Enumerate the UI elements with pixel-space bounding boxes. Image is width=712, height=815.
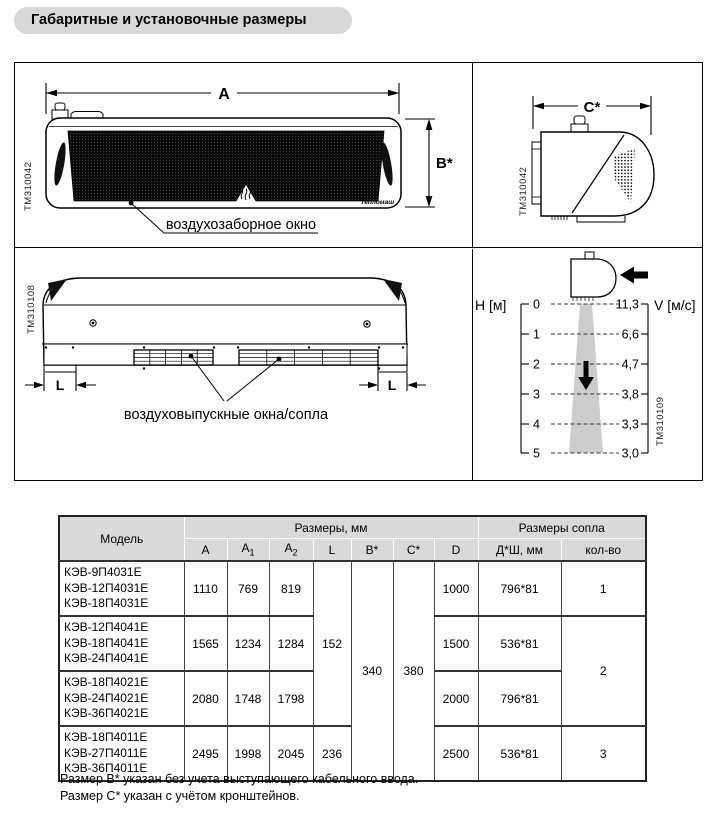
side-view-quadrant [473,63,702,248]
cell-d: 1000 [434,561,478,616]
cell-a2: 1798 [269,671,313,726]
cell-qty-merged: 2 [561,616,646,726]
col-header-a1: $A_1$ [227,539,269,562]
col-header-b: B* [351,539,393,562]
drawings-panel [14,62,703,481]
front-drawing-id: TM310042 [23,161,34,211]
velocity-tick-labels [616,298,639,461]
cell-a1: 1234 [227,616,269,671]
cell-c-merged: 380 [393,561,434,781]
cell-l-merged: 152 [313,561,351,726]
cell-a1: 1748 [227,671,269,726]
cell-a: 2495 [184,726,227,781]
dim-a-arrow-right [388,90,399,97]
footnote-c: Размер C* указан с учётом кронштейнов. [60,788,300,803]
svg-text:4,7: 4,7 [621,357,639,372]
bottom-view-quadrant [15,249,473,480]
cell-a1: 769 [227,561,269,616]
cell-a2: 1284 [269,616,313,671]
table-row [59,561,646,616]
airflow-quadrant [473,249,702,480]
col-group-nozzle: Размеры сопла [478,516,646,539]
svg-text:2: 2 [533,357,540,372]
col-group-dimensions: Размеры, мм [184,516,478,539]
model-cell: КЭВ-12П4041Е КЭВ-18П4041Е КЭВ-24П4041Е [59,616,184,671]
cell-a: 1565 [184,616,227,671]
col-header-a: A [184,539,227,562]
cell-b-merged: 340 [351,561,393,781]
dimensions-table [58,515,647,782]
col-header-model: Модель [59,516,184,561]
page-title: Габаритные и установочные размеры [14,7,352,34]
cell-nozzle: 536*81 [478,616,561,671]
svg-text:5: 5 [533,446,540,461]
cell-a: 2080 [184,671,227,726]
col-header-a2: $A_2$ [269,539,313,562]
svg-text:11,3: 11,3 [615,297,639,312]
dim-a-arrow-left [46,90,57,97]
dim-c-label: C* [583,99,601,116]
side-view-drawing [473,63,702,247]
cell-qty: 3 [561,726,646,781]
dim-l-left-label: L [55,377,65,393]
svg-text:0: 0 [533,297,540,312]
airflow-device-icon [571,252,616,301]
intake-callout-label: воздухозаборное окно [165,217,317,233]
inlet-arrow-icon [620,267,648,284]
cell-d: 2500 [434,726,478,781]
svg-text:3,3: 3,3 [621,417,639,432]
bottom-drawing-id: TM310108 [26,284,37,334]
footnotes [60,771,418,804]
cell-l: 236 [313,726,351,781]
cell-d: 2000 [434,671,478,726]
bottom-view-drawing [15,249,472,481]
front-grille [68,131,384,201]
col-header-l: L [313,539,351,562]
cell-a: 1110 [184,561,227,616]
cell-a1: 1998 [227,726,269,781]
front-view-quadrant [15,63,473,248]
outlet-callout-label: воздуховыпускные окна/сопла [123,407,329,423]
svg-text:6,6: 6,6 [621,327,639,342]
airflow-diagram [473,249,702,481]
side-drawing-id: TM310042 [518,166,529,216]
col-header-qty: кол-во [561,539,646,562]
dim-b-label: B* [436,155,453,172]
front-view-drawing [15,63,472,247]
model-cell: КЭВ-9П4031Е КЭВ-12П4031Е КЭВ-18П4031Е [59,561,184,616]
svg-text:1: 1 [533,327,540,342]
model-cell: КЭВ-18П4021Е КЭВ-24П4021Е КЭВ-36П4021Е [59,671,184,726]
cell-a2: 2045 [269,726,313,781]
height-tick-labels [533,298,540,461]
airflow-drawing-id: TM310109 [655,396,666,446]
col-header-c: C* [393,539,434,562]
cell-nozzle: 536*81 [478,726,561,781]
svg-text:4: 4 [533,417,540,432]
bottom-device-body [42,278,408,372]
cell-qty: 1 [561,561,646,616]
side-device-body [532,116,654,222]
velocity-scale [641,304,648,453]
svg-text:3: 3 [533,387,540,402]
cell-a2: 819 [269,561,313,616]
dim-l-right-label: L [387,377,397,393]
footnote-b: Размер B* указан без учета выступающего кабельного ввода. [60,772,419,786]
model-cell: КЭВ-18П4011Е КЭВ-27П4011Е КЭВ-36П4011Е [59,726,184,781]
brand-label: Тепломаш [360,199,394,206]
dim-b [405,119,435,207]
cell-nozzle: 796*81 [478,561,561,616]
svg-text:3,0: 3,0 [621,446,639,461]
cell-d: 1500 [434,616,478,671]
col-header-nozzle-size: Д*Ш, мм [478,539,561,562]
height-axis-label: H [м] [475,297,507,313]
svg-text:3,8: 3,8 [621,387,639,402]
height-scale [521,304,529,453]
cell-nozzle: 796*81 [478,671,561,726]
dim-a-label: A [218,86,230,103]
col-header-d: D [434,539,478,562]
velocity-axis-label: V [м/с] [654,297,696,313]
